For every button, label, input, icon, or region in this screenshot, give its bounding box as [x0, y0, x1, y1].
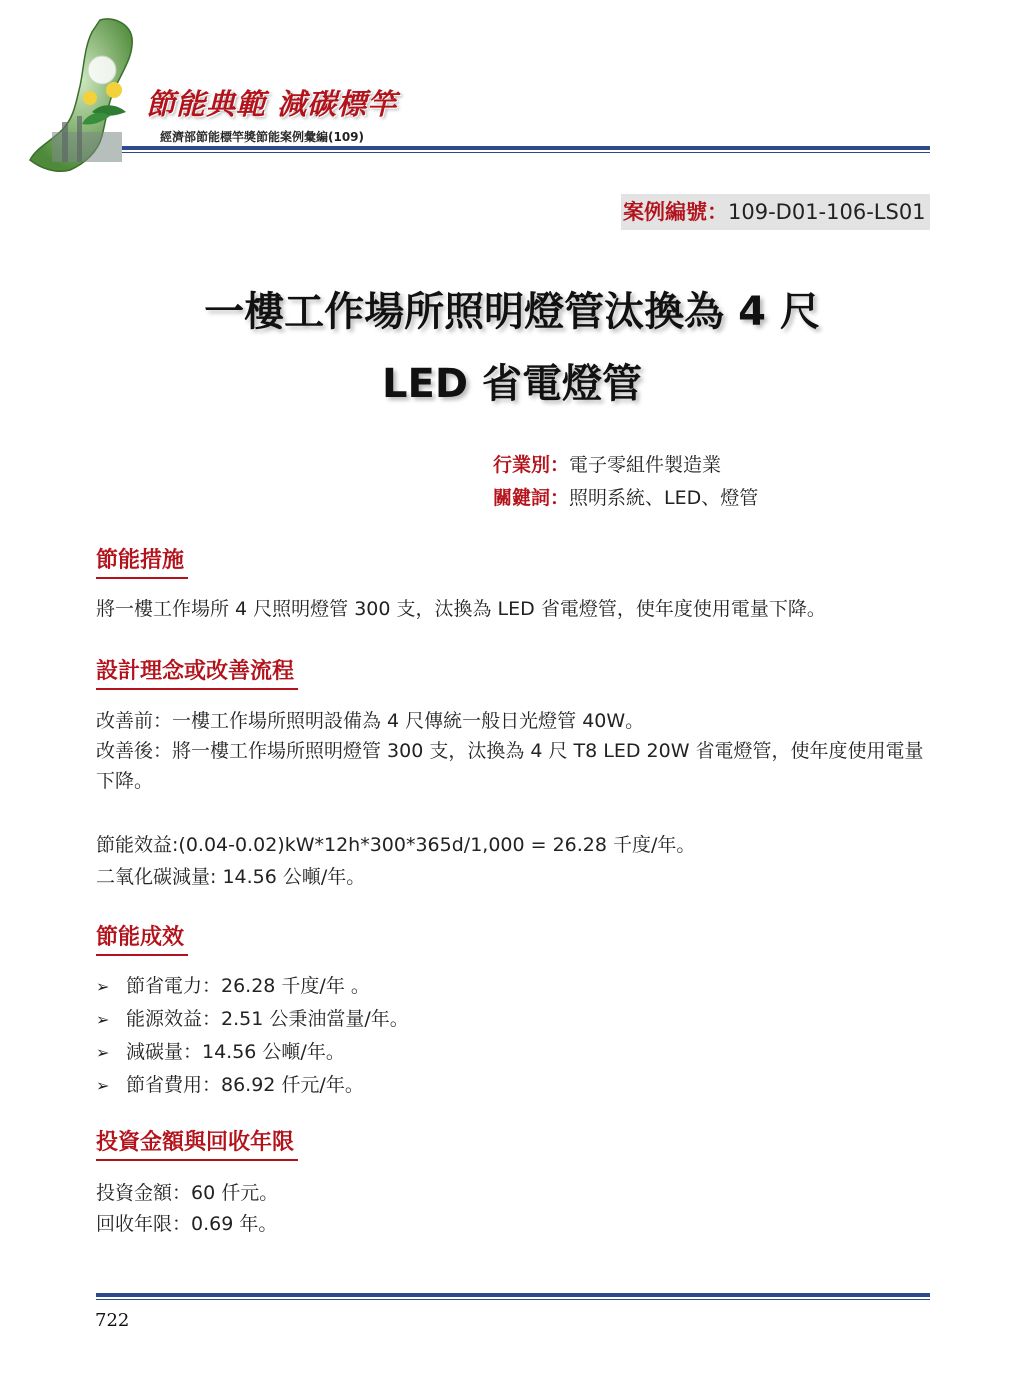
design-after-text: 改善後：將一樓工作場所照明燈管 300 支，汰換為 4 尺 T8 LED 20W 省電燈管，使年度使用電量下降。: [96, 740, 924, 792]
design-before-text: 改善前：一樓工作場所照明設備為 4 尺傳統一般日光燈管 40W。: [96, 710, 645, 732]
brand-subtitle: 經濟部節能標竿獎節能案例彙編(109): [160, 130, 365, 144]
case-number: [621, 194, 930, 230]
effect-item-text: 減碳量：14.56 公噸/年。: [126, 1041, 345, 1063]
list-item: [96, 1069, 409, 1102]
case-number-value: 109-D01-106-LS01: [728, 200, 926, 224]
section-heading-measures: 節能措施: [96, 543, 188, 579]
measures-text: 將一樓工作場所 4 尺照明燈管 300 支，汰換為 LED 省電燈管，使年度使用電量下降。: [96, 598, 826, 620]
industry-row: [493, 450, 721, 477]
footer-rule-thin: [96, 1299, 930, 1300]
effect-list: [96, 970, 409, 1102]
industry-label: 行業別：: [493, 454, 570, 476]
effect-item-text: 節省費用：86.92 仟元/年。: [126, 1074, 364, 1096]
keywords-label: 關鍵詞：: [493, 487, 570, 509]
section-heading-effect: 節能成效: [96, 920, 188, 956]
design-benefit-text: 節能效益:(0.04-0.02)kW*12h*300*365d/1,000 = 26.28 千度/年。: [96, 834, 696, 856]
brand-title: 節能典範 減碳標竿: [146, 87, 398, 121]
header-rule-thin: [122, 152, 930, 153]
arrow-bullet-icon: ➢: [96, 1010, 110, 1029]
page-title-line-2: LED 省電燈管: [382, 361, 642, 407]
industry-value: 電子零組件製造業: [569, 454, 722, 476]
list-item: [96, 1003, 409, 1036]
invest-amount-text: 投資金額：60 仟元。: [96, 1182, 279, 1204]
arrow-bullet-icon: ➢: [96, 1076, 110, 1095]
footer-rule: [96, 1293, 930, 1297]
header-rule: [122, 146, 930, 150]
arrow-bullet-icon: ➢: [96, 977, 110, 996]
arrow-bullet-icon: ➢: [96, 1043, 110, 1062]
section-heading-invest: 投資金額與回收年限: [96, 1125, 298, 1161]
invest-payback-text: 回收年限：0.69 年。: [96, 1213, 278, 1235]
case-number-label: 案例編號：: [623, 200, 728, 224]
effect-item-text: 節省電力：26.28 千度/年 。: [126, 975, 370, 997]
effect-item-text: 能源效益：2.51 公秉油當量/年。: [126, 1008, 409, 1030]
design-co2-text: 二氧化碳減量: 14.56 公噸/年。: [96, 866, 366, 888]
page-number: 722: [95, 1310, 130, 1331]
list-item: [96, 970, 409, 1003]
keywords-value: 照明系統、LED、燈管: [569, 487, 759, 509]
keywords-row: [493, 483, 758, 510]
section-heading-design: 設計理念或改善流程: [96, 654, 298, 690]
page-title-line-1: 一樓工作場所照明燈管汰換為 4 尺: [204, 289, 820, 335]
list-item: [96, 1036, 409, 1069]
